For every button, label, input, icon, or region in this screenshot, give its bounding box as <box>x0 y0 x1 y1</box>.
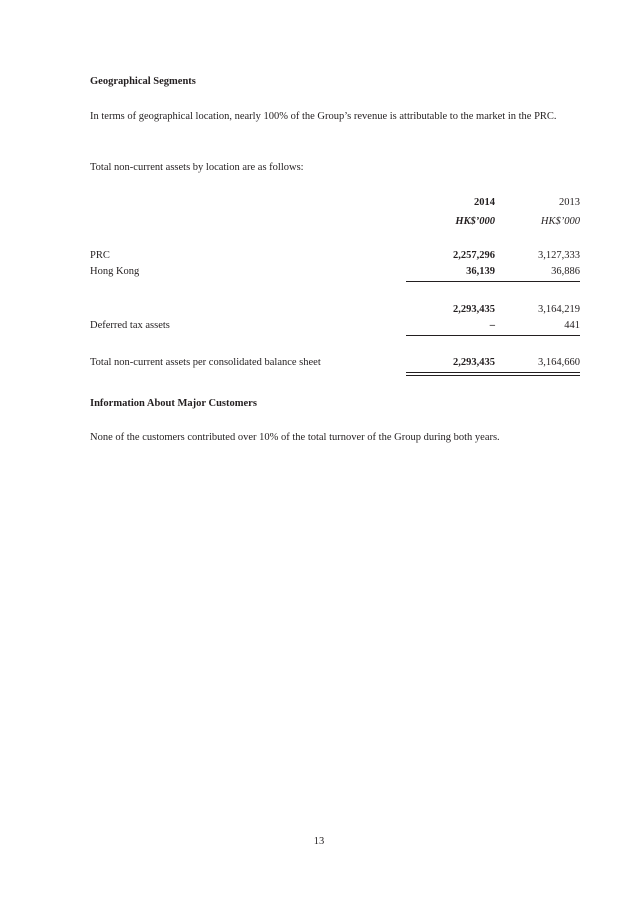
table-row-total <box>90 357 580 371</box>
row-value-2013: 3,164,660 <box>538 357 580 368</box>
non-current-assets-intro: Total non-current assets by location are as follows: <box>90 162 304 173</box>
header-unit-2014: HK$’000 <box>455 216 495 227</box>
row-label: PRC <box>90 250 110 261</box>
table-row <box>90 320 580 334</box>
row-value-2013: 36,886 <box>551 266 580 277</box>
subtotal-rule-2013 <box>499 281 580 282</box>
table-row <box>90 250 580 264</box>
geographical-segments-heading: Geographical Segments <box>90 76 196 87</box>
total-rule-2013 <box>499 335 580 336</box>
row-label: Hong Kong <box>90 266 140 277</box>
row-value-2014: – <box>489 320 495 331</box>
header-year-2013: 2013 <box>559 197 580 208</box>
header-unit-2013: HK$’000 <box>540 216 580 227</box>
page-number: 13 <box>313 836 325 847</box>
row-value-2014: 2,293,435 <box>453 357 495 368</box>
total-double-rule-2014 <box>406 372 500 376</box>
row-value-2013: 3,127,333 <box>538 250 580 261</box>
row-value-2014: 2,257,296 <box>453 250 495 261</box>
table-row <box>90 266 580 280</box>
geographical-location-paragraph: In terms of geographical location, nearly 100% of the Group’s revenue is attributable to the market in the PRC. <box>90 111 557 122</box>
row-value-2014: 2,293,435 <box>453 304 495 315</box>
major-customers-paragraph: None of the customers contributed over 10% of the total turnover of the Group during both years. <box>90 432 500 443</box>
row-label: Deferred tax assets <box>90 320 170 331</box>
subtotal-rule-2014 <box>406 281 500 282</box>
row-value-2013: 441 <box>564 320 580 331</box>
table-header-units <box>90 216 580 230</box>
table-header-years <box>90 197 580 211</box>
header-year-2014: 2014 <box>474 197 495 208</box>
row-value-2013: 3,164,219 <box>538 304 580 315</box>
major-customers-heading: Information About Major Customers <box>90 398 257 409</box>
row-label: Total non-current assets per consolidated balance sheet <box>90 357 321 368</box>
total-double-rule-2013 <box>499 372 580 376</box>
total-rule-2014 <box>406 335 500 336</box>
row-value-2014: 36,139 <box>466 266 495 277</box>
table-row-subtotal <box>90 304 580 318</box>
